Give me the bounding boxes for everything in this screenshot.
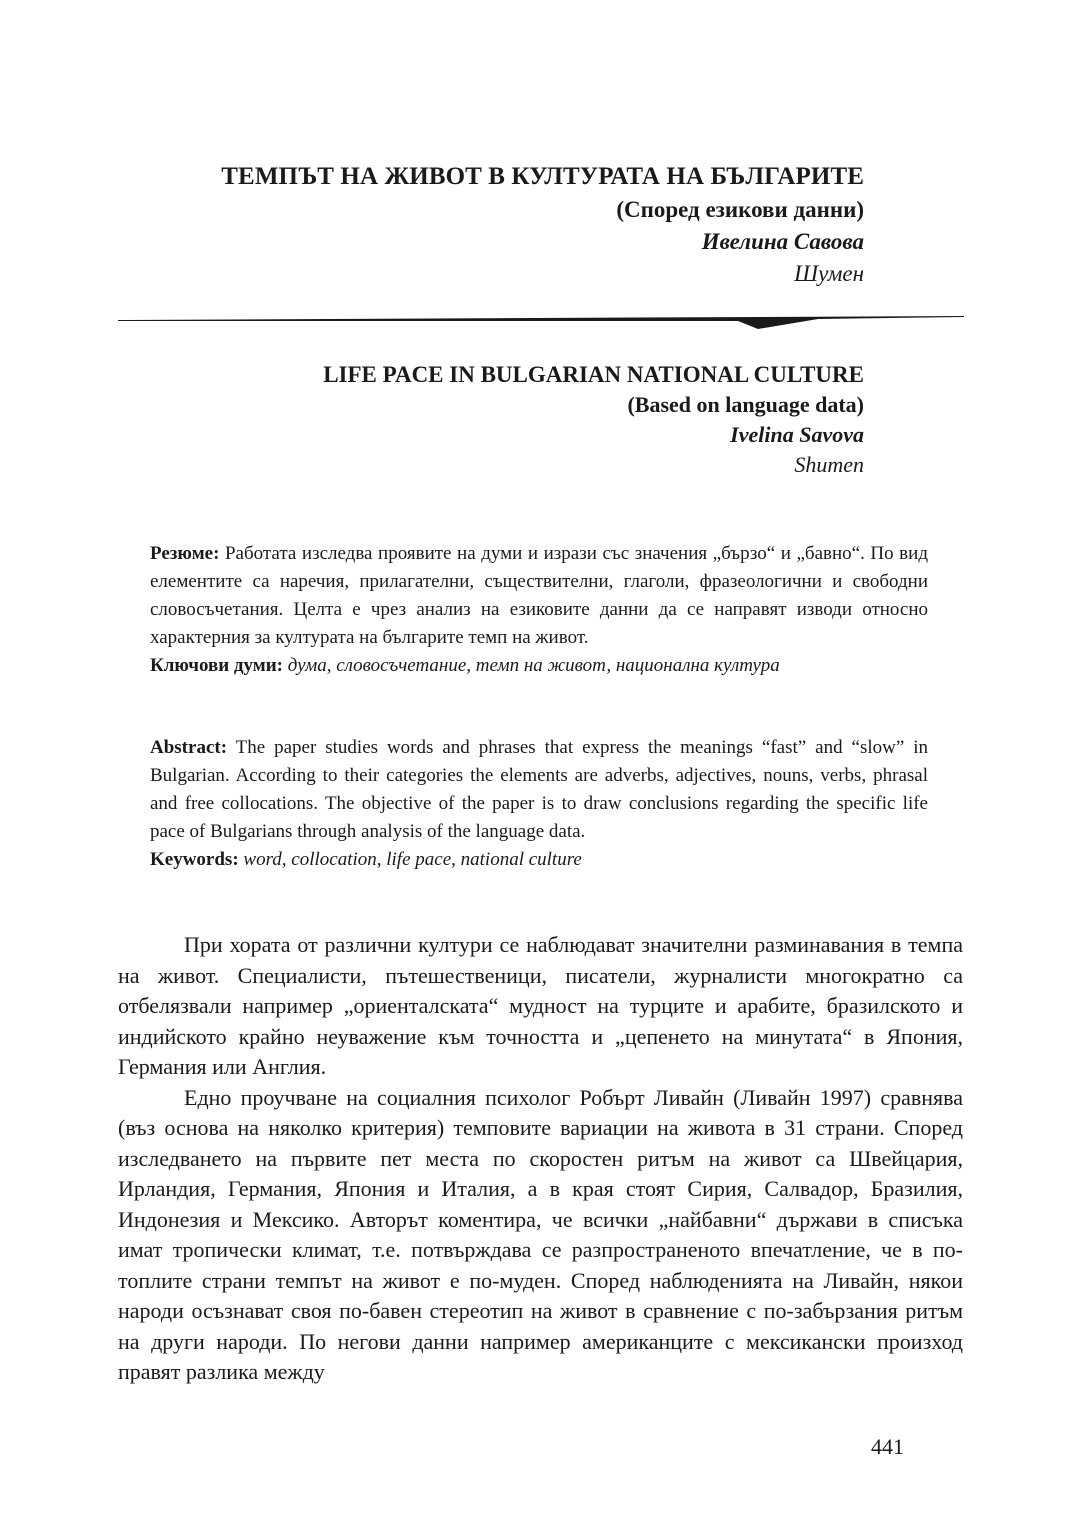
bulgarian-abstract-paragraph	[150, 540, 928, 652]
english-header	[118, 360, 864, 480]
bulgarian-keywords-values: дума, словосъчетание, темп на живот, национална култура	[283, 655, 780, 676]
english-subtitle: (Based on language data)	[627, 392, 864, 417]
english-abstract	[150, 734, 928, 874]
bulgarian-author: Ивелина Савова	[701, 229, 864, 254]
body-paragraph-2: Едно проучване на социалния психолог Робърт Ливайн (Ливайн 1997) сравнява (въз основа на няколко критерия) темповите вариации на живота в 31 страни. Според изследването на първите пет места по скоростен ритъм на живот са Швейцария, Ирландия, Германия, Япония и Италия, а в края стоят Сирия, Салвадор, Бразилия, Индонезия и Мексико. Авторът коментира, че всички „найбавни“ държави в списъка имат тропически климат, т.е. потвърждава се разпространеното впечатление, че в по-топлите страни темпът на живот е по-муден. Според наблюденията на Ливайн, някои народи осъзнават своя по-бавен стереотип на живот в сравнение с по-забързания ритъм на други народи. По негови данни например американците с мексикански произход правят разлика между	[118, 1084, 963, 1384]
english-keywords-values: word, collocation, life pace, national culture	[238, 849, 582, 870]
english-city: Shumen	[794, 452, 864, 477]
bulgarian-abstract-text: Работата изследва проявите на думи и изрази със значения „бързо“ и „бавно“. По вид елементите са наречия, прилагателни, съществителни, глаголи, фразеологични и свободни словосъчетания. Целта е чрез анализ на езиковите данни да се направят изводи относно характерния за културата на българите темп на живот.	[150, 543, 928, 648]
english-abstract-paragraph	[150, 734, 928, 846]
body-text	[118, 930, 963, 1388]
bulgarian-subtitle: (Според езикови данни)	[616, 197, 864, 222]
bulgarian-city: Шумен	[794, 261, 864, 286]
body-paragraph-1: При хората от различни култури се наблюдават значителни разминавания в темпа на живот. Специалисти, пътешественици, писатели, журналисти многократно са отбелязвали например „ориенталската“ мудност на турците и арабите, бразилското и индийското крайно неуважение към точността и „цепенето на минутата“ в Япония, Германия или Англия.	[118, 932, 963, 1079]
decorative-divider	[118, 312, 964, 332]
bulgarian-keywords-label: Ключови думи:	[150, 655, 284, 676]
english-keywords	[150, 846, 928, 874]
bulgarian-title: ТЕМПЪТ НА ЖИВОТ В КУЛТУРАТА НА БЪЛГАРИТЕ	[221, 163, 864, 190]
bulgarian-header	[118, 160, 864, 290]
english-abstract-label: Abstract:	[150, 737, 228, 758]
bulgarian-abstract	[150, 540, 928, 680]
english-abstract-text: The paper studies words and phrases that express the meanings “fast” and “slow” in Bulgarian. According to their categories the elements are adverbs, adjectives, nouns, verbs, phrasal and free collocations. The objective of the paper is to draw conclusions regarding the specific life pace of Bulgarians through analysis of the language data.	[150, 737, 928, 842]
english-author: Ivelina Savova	[730, 422, 864, 447]
english-keywords-label: Keywords:	[150, 849, 239, 870]
english-title: LIFE PACE IN BULGARIAN NATIONAL CULTURE	[323, 362, 864, 387]
page-number: 441	[871, 1434, 904, 1459]
bulgarian-abstract-label: Резюме:	[150, 543, 220, 564]
bulgarian-keywords	[150, 652, 928, 680]
